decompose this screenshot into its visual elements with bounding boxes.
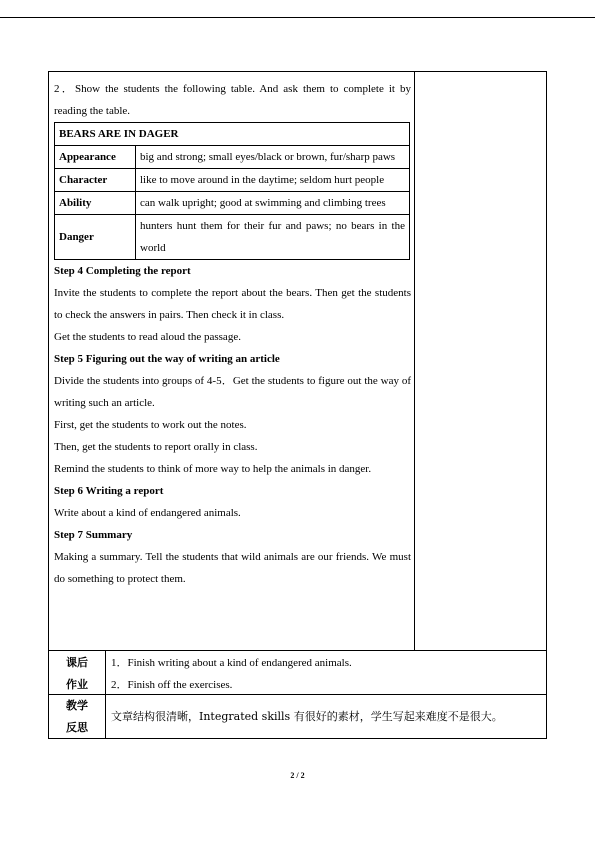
reflection-label	[49, 695, 105, 739]
row-label-character: Character	[55, 169, 136, 192]
reflection-content	[111, 706, 541, 728]
row-text-danger: hunters hunt them for their fur and paws; no bears in the world	[136, 215, 410, 260]
row-label-appearance: Appearance	[55, 146, 136, 169]
homework-label	[49, 652, 105, 696]
bear-table-title: BEARS ARE IN DAGER	[55, 123, 410, 146]
step5-paragraph: First, get the students to work out the notes.	[54, 419, 247, 431]
step5-paragraph: Divide the students into groups of 4-5．Get the students to figure out the way of writing such an article.	[54, 375, 411, 409]
lesson-plan-table	[48, 71, 547, 739]
reflection-text: 文章结构很清晰，Integrated skills 有很好的素材，学生写起来难度不是很大。	[111, 710, 503, 723]
row-label-danger: Danger	[55, 215, 136, 260]
homework-item: 2．Finish off the exercises.	[111, 679, 233, 691]
step4-heading: Step 4 Completing the report	[54, 265, 191, 277]
page-number: 2 / 2	[290, 771, 305, 780]
reflection-label-line2: 反思	[66, 721, 88, 734]
homework-row-divider	[49, 650, 546, 651]
homework-item: 1．Finish writing about a kind of endangered animals.	[111, 657, 352, 669]
step6-paragraph: Write about a kind of endangered animals.	[54, 507, 241, 519]
step5-paragraph: Remind the students to think of more way to help the animals in danger.	[54, 463, 372, 475]
bear-table	[54, 122, 410, 260]
step7-paragraph: Making a summary. Tell the students that wild animals are our friends. We must do something to protect them.	[54, 551, 411, 585]
teaching-procedure	[54, 78, 411, 590]
step4-paragraph: Get the students to read aloud the passage.	[54, 331, 241, 343]
reflection-label-line1: 教学	[66, 699, 88, 712]
homework-label-line1: 课后	[66, 656, 88, 669]
step4-paragraph: Invite the students to complete the report about the bears. Then get the students to check the answers in pairs. Then check it in class.	[54, 287, 411, 321]
step7-heading: Step 7 Summary	[54, 529, 133, 541]
right-column-divider	[414, 72, 415, 650]
label-column-divider	[105, 650, 106, 738]
table-row	[55, 192, 410, 215]
table-row	[55, 169, 410, 192]
row-text-ability: can walk upright; good at swimming and climbing trees	[136, 192, 410, 215]
step6-heading: Step 6 Writing a report	[54, 485, 164, 497]
intro-text: 2．Show the students the following table. And ask them to complete it by reading the table.	[54, 83, 411, 117]
step5-paragraph: Then, get the students to report orally in class.	[54, 441, 258, 453]
homework-label-line2: 作业	[66, 678, 88, 691]
table-row	[55, 146, 410, 169]
header-rule	[0, 17, 595, 18]
homework-content	[111, 652, 541, 696]
step5-heading: Step 5 Figuring out the way of writing an article	[54, 353, 280, 365]
row-label-ability: Ability	[55, 192, 136, 215]
row-text-character: like to move around in the daytime; seldom hurt people	[136, 169, 410, 192]
table-row	[55, 215, 410, 260]
row-text-appearance: big and strong; small eyes/black or brown, fur/sharp paws	[136, 146, 410, 169]
